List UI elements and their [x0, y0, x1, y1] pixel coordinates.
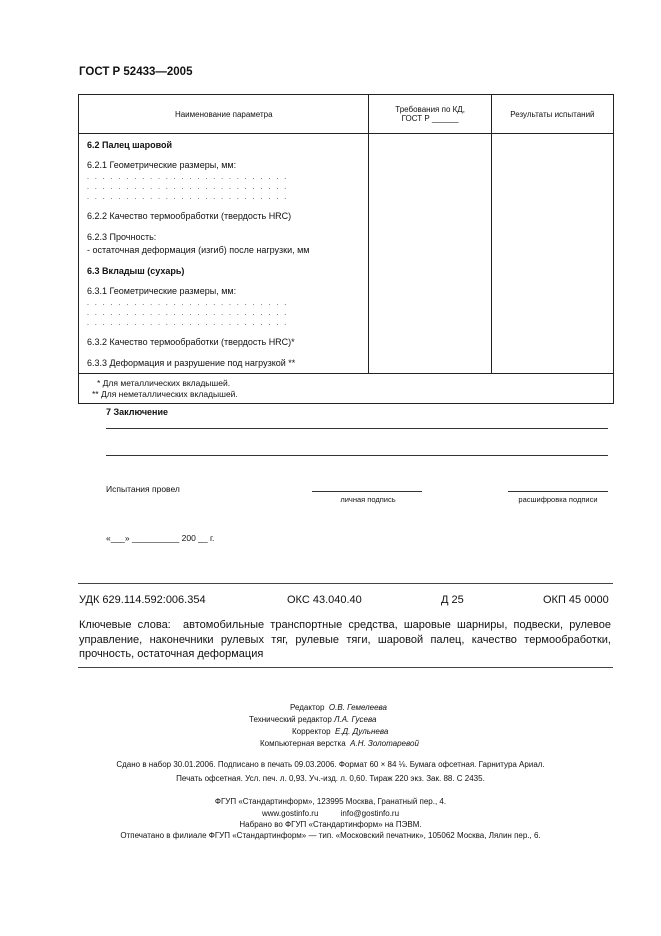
divider	[78, 583, 613, 584]
conclusion-title: 7 Заключение	[106, 407, 169, 417]
row-6-2-3: 6.2.3 Прочность:	[87, 232, 157, 242]
publisher-contacts	[0, 809, 661, 818]
dots-line: . . . . . . . . . . . . . . . . . . . . . . . . . .	[87, 184, 289, 191]
udk-code: УДК 629.114.592:006.354	[79, 594, 206, 606]
section-6-3-title: 6.3 Вкладыш (сухарь)	[87, 266, 185, 276]
dots-line: . . . . . . . . . . . . . . . . . . . . . . . . . .	[87, 194, 289, 201]
col-header-results: Результаты испытаний	[491, 95, 613, 134]
credit-editor-name: О.В. Гемелеева	[328, 703, 388, 712]
col-header-req-line1: Требования по КД,	[395, 105, 465, 114]
credit-tech-name: Л.А. Гусева	[334, 715, 377, 724]
name-decode-caption: расшифровка подписи	[518, 495, 598, 504]
section-6-2-title: 6.2 Палец шаровой	[87, 140, 173, 150]
credit-editor	[290, 703, 387, 712]
signature-line[interactable]	[312, 491, 422, 492]
keywords-text: автомобильные транспортные средства, шаровые шарниры, подвески, рулевое управление, наконечники рулевых тяг, рулевые тяги, шаровой палец, качество термообработки, прочность, остаточная деформация	[79, 619, 611, 660]
publisher-email-link[interactable]: info@gostinfo.ru	[340, 809, 400, 818]
d-code: Д 25	[441, 594, 464, 606]
publisher-site-link[interactable]: www.gostinfo.ru	[261, 809, 319, 818]
date-line: «___» __________ 200 __ г.	[106, 533, 215, 543]
tested-by-label: Испытания провел	[106, 484, 180, 494]
requirements-cell[interactable]	[369, 134, 491, 374]
credit-editor-role: Редактор	[290, 703, 325, 712]
keywords-label: Ключевые слова:	[79, 619, 171, 631]
dots-line: . . . . . . . . . . . . . . . . . . . . . . . . . .	[87, 320, 289, 327]
keywords-block	[79, 618, 611, 662]
credit-corr-name: Е.Д. Дульнева	[334, 727, 389, 736]
parameter-cell	[79, 134, 369, 374]
divider	[78, 667, 613, 668]
footnotes-cell	[79, 374, 614, 404]
credit-layout	[260, 739, 419, 748]
credit-tech-role: Технический редактор	[249, 715, 332, 724]
test-results-table	[78, 94, 614, 404]
okp-code: ОКП 45 0000	[543, 594, 609, 606]
publisher-address: ФГУП «Стандартинформ», 123995 Москва, Гранатный пер., 4.	[214, 797, 447, 806]
dots-line: . . . . . . . . . . . . . . . . . . . . . . . . . .	[87, 310, 289, 317]
footnote-nonmetal: ** Для неметаллических вкладышей.	[92, 389, 238, 399]
row-6-3-3: 6.3.3 Деформация и разрушение под нагрузкой **	[87, 358, 296, 368]
row-6-2-2: 6.2.2 Качество термообработки (твердость HRC)	[87, 211, 292, 221]
imprint-line-1: Сдано в набор 30.01.2006. Подписано в печать 09.03.2006. Формат 60 × 84 ⅛. Бумага офсетная. Гарнитура Ариал.	[116, 760, 545, 769]
signature-caption: личная подпись	[340, 495, 396, 504]
results-cell[interactable]	[491, 134, 613, 374]
row-6-3-2: 6.3.2 Качество термообработки (твердость HRC)*	[87, 337, 295, 347]
credit-corrector	[292, 727, 388, 736]
table-header-row	[79, 95, 614, 134]
name-decode-line[interactable]	[508, 491, 608, 492]
publisher-typeset: Набрано во ФГУП «Стандартинформ» на ПЭВМ.	[239, 820, 422, 829]
row-6-3-1: 6.3.1 Геометрические размеры, мм:	[87, 286, 237, 296]
dots-line: . . . . . . . . . . . . . . . . . . . . . . . . . .	[87, 300, 289, 307]
footnotes-row	[79, 374, 614, 404]
imprint-line-2: Печать офсетная. Усл. печ. л. 0,93. Уч.-изд. л. 0,60. Тираж 220 экз. Зак. 88. С 2435.	[176, 774, 485, 783]
conclusion-line-1[interactable]	[106, 428, 608, 429]
credit-corr-role: Корректор	[292, 727, 331, 736]
page-header: ГОСТ Р 52433—2005	[79, 66, 193, 78]
credit-tech-editor	[249, 715, 376, 724]
conclusion-line-2[interactable]	[106, 455, 608, 456]
col-header-requirements	[369, 95, 491, 134]
col-header-req-line2: ГОСТ Р ______	[401, 114, 459, 123]
row-6-2-3-residual: - остаточная деформация (изгиб) после нагрузки, мм	[87, 245, 310, 255]
footnote-metal: * Для металлических вкладышей.	[97, 378, 231, 388]
col-header-parameter: Наименование параметра	[79, 95, 369, 134]
credit-layout-role: Компьютерная верстка	[260, 739, 346, 748]
table-body-row	[79, 134, 614, 374]
oks-code: ОКС 43.040.40	[287, 594, 362, 606]
row-6-2-1: 6.2.1 Геометрические размеры, мм:	[87, 160, 237, 170]
dots-line: . . . . . . . . . . . . . . . . . . . . . . . . . .	[87, 174, 289, 181]
publisher-printed: Отпечатано в филиале ФГУП «Стандартинформ» — тип. «Московский печатник», 105062 Москва, Лялин пер., 6.	[120, 831, 541, 840]
credit-layout-name: А.Н. Золотаревой	[350, 739, 419, 748]
